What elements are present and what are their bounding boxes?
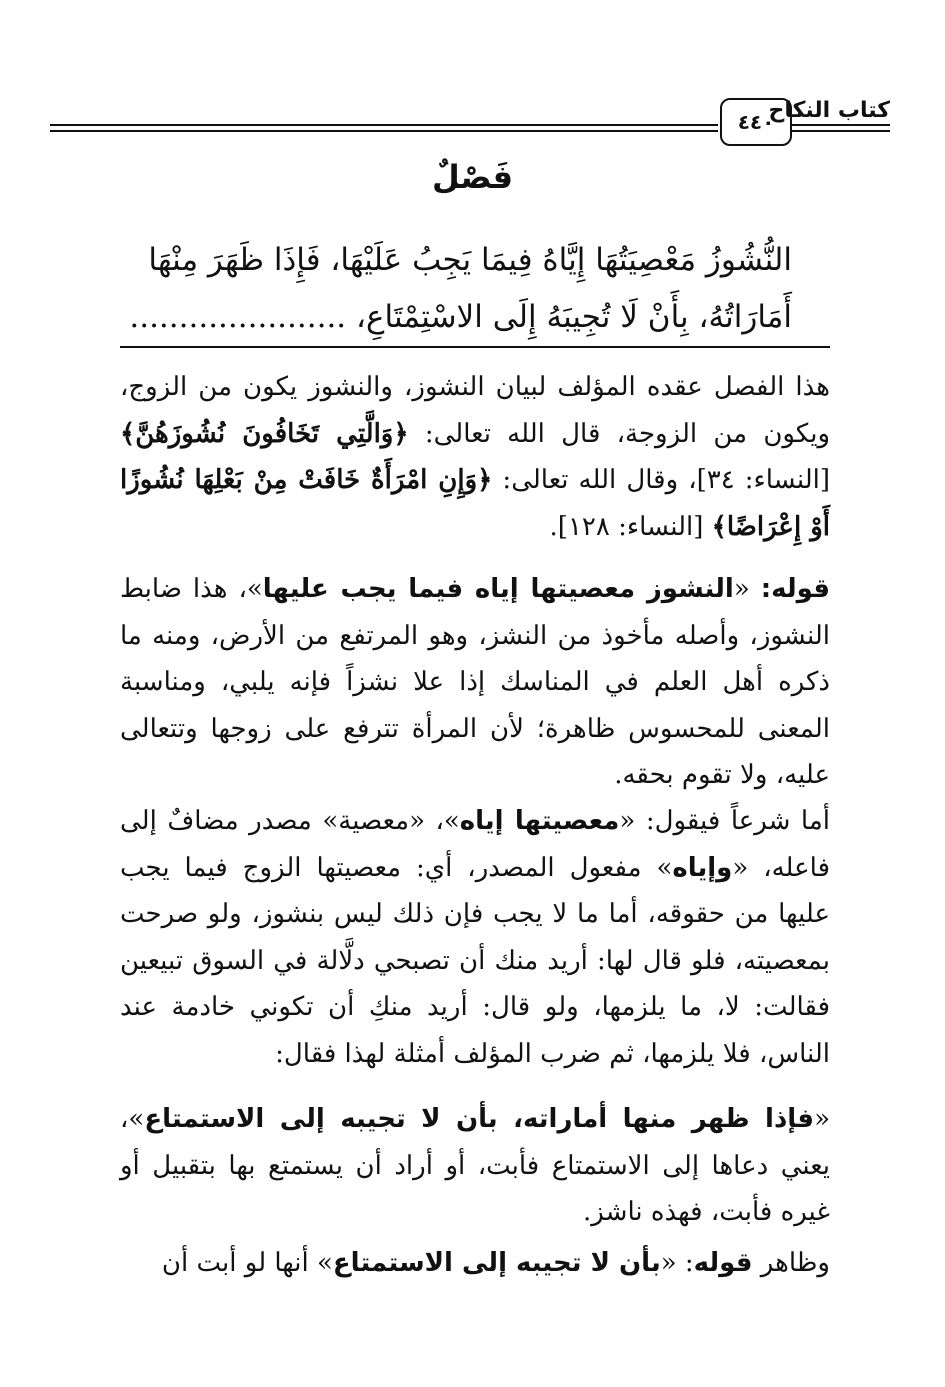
commentary-paragraph xyxy=(120,798,830,1077)
text-run: » أنها لو أبت أن xyxy=(161,1248,333,1278)
bold-run: قوله: xyxy=(760,574,831,604)
bold-run: فإذا ظهر منها أماراته، بأن لا تجيبه إلى الاستمتاع xyxy=(144,1104,815,1134)
matn-divider xyxy=(120,346,830,348)
header-rule-top xyxy=(790,124,890,126)
commentary-paragraph xyxy=(120,1240,830,1287)
commentary-paragraph xyxy=(120,364,830,550)
text-run: [النساء: ١٢٨]. xyxy=(549,511,712,542)
bold-run: وإياه xyxy=(672,852,733,883)
matn-text xyxy=(120,232,792,346)
text-run: »، «معصية» مصدر مضافٌ إلى فاعله، « xyxy=(120,806,831,883)
bold-run: النشوز معصيتها إياه فيما يجب عليها xyxy=(262,574,734,604)
text-run: « xyxy=(814,1104,830,1134)
bold-run: قوله xyxy=(693,1248,753,1278)
text-run: : « xyxy=(660,1248,694,1278)
section-heading: فَصْلٌ xyxy=(431,158,514,196)
text-run: « xyxy=(733,574,761,604)
header-rule-left-top xyxy=(50,124,718,126)
matn-line: النُّشُوزُ مَعْصِيَتُهَا إِيَّاهُ فِيمَا يَجِبُ عَلَيْهَا، فَإِذَا ظَهَرَ مِنْهَا xyxy=(148,242,792,278)
bold-run: معصيتها إياه xyxy=(459,806,620,836)
page-number: ٤٤٠ xyxy=(720,98,792,146)
text-run: »، يعني دعاها إلى الاستمتاع فأبت، أو أراد أن يستمتع بها بتقبيل أو غيره فأبت، فهذه ناشز. xyxy=(120,1104,830,1227)
header-rule-bottom xyxy=(790,130,890,132)
commentary-paragraph xyxy=(120,1096,830,1236)
text-run: » مفعول المصدر، أي: معصيتها الزوج فيما يجب عليها من حقوقه، أما ما لا يجب فإن ذلك ليس بنشوز، ولو صرحت بمعصيته، فلو قال لها: أريد منك أن تصبحي دلَّالة في السوق تبيعين فقالت: لا، ما يلزمها، ولو قال: أريد منكِ أن تكوني خادمة عند الناس، فلا يلزمها، ثم ضرب المؤلف أمثلة لهذا فقال: xyxy=(120,852,830,1069)
text-run: [النساء: ٣٤]، وقال الله تعالى: xyxy=(492,465,830,495)
text-run: »، هذا ضابط النشوز، وأصله مأخوذ من النشز، وهو المرتفع من الأرض، ومنه ما ذكره أهل العلم في المناسك إذا علا نشزاً فإنه يلبي، ومناسبة المعنى للمحسوس ظاهرة؛ لأن المرأة تترفع على زوجها وتتعالى عليه، ولا تقوم بحقه. xyxy=(120,574,831,790)
running-header-title: كتاب النكاح xyxy=(768,98,890,123)
commentary-paragraph xyxy=(120,566,830,799)
text-run: هذا الفصل عقده المؤلف لبيان النشوز، والنشوز يكون من الزوج، ويكون من الزوجة، قال الله تعالى: xyxy=(120,372,831,449)
text-run: أما شرعاً فيقول: « xyxy=(619,806,830,836)
text-run: وظاهر xyxy=(752,1248,830,1278)
matn-line: أَمَارَاتُهُ، بِأَنْ لَا تُجِيبَهُ إِلَى الاسْتِمْتَاعِ، ...................... xyxy=(129,299,792,335)
header-rule-left-bottom xyxy=(50,130,718,132)
bold-run: بأن لا تجيبه إلى الاستمتاع xyxy=(332,1248,661,1278)
quran-verse: ﴿وَالَّتِي تَخَافُونَ نُشُوزَهُنَّ﴾ xyxy=(120,418,409,449)
quran-verse: ﴿وَإِنِ امْرَأَةٌ خَافَتْ مِنْ بَعْلِهَا نُشُوزًا أَوْ إِعْرَاضًا﴾ xyxy=(120,465,830,542)
